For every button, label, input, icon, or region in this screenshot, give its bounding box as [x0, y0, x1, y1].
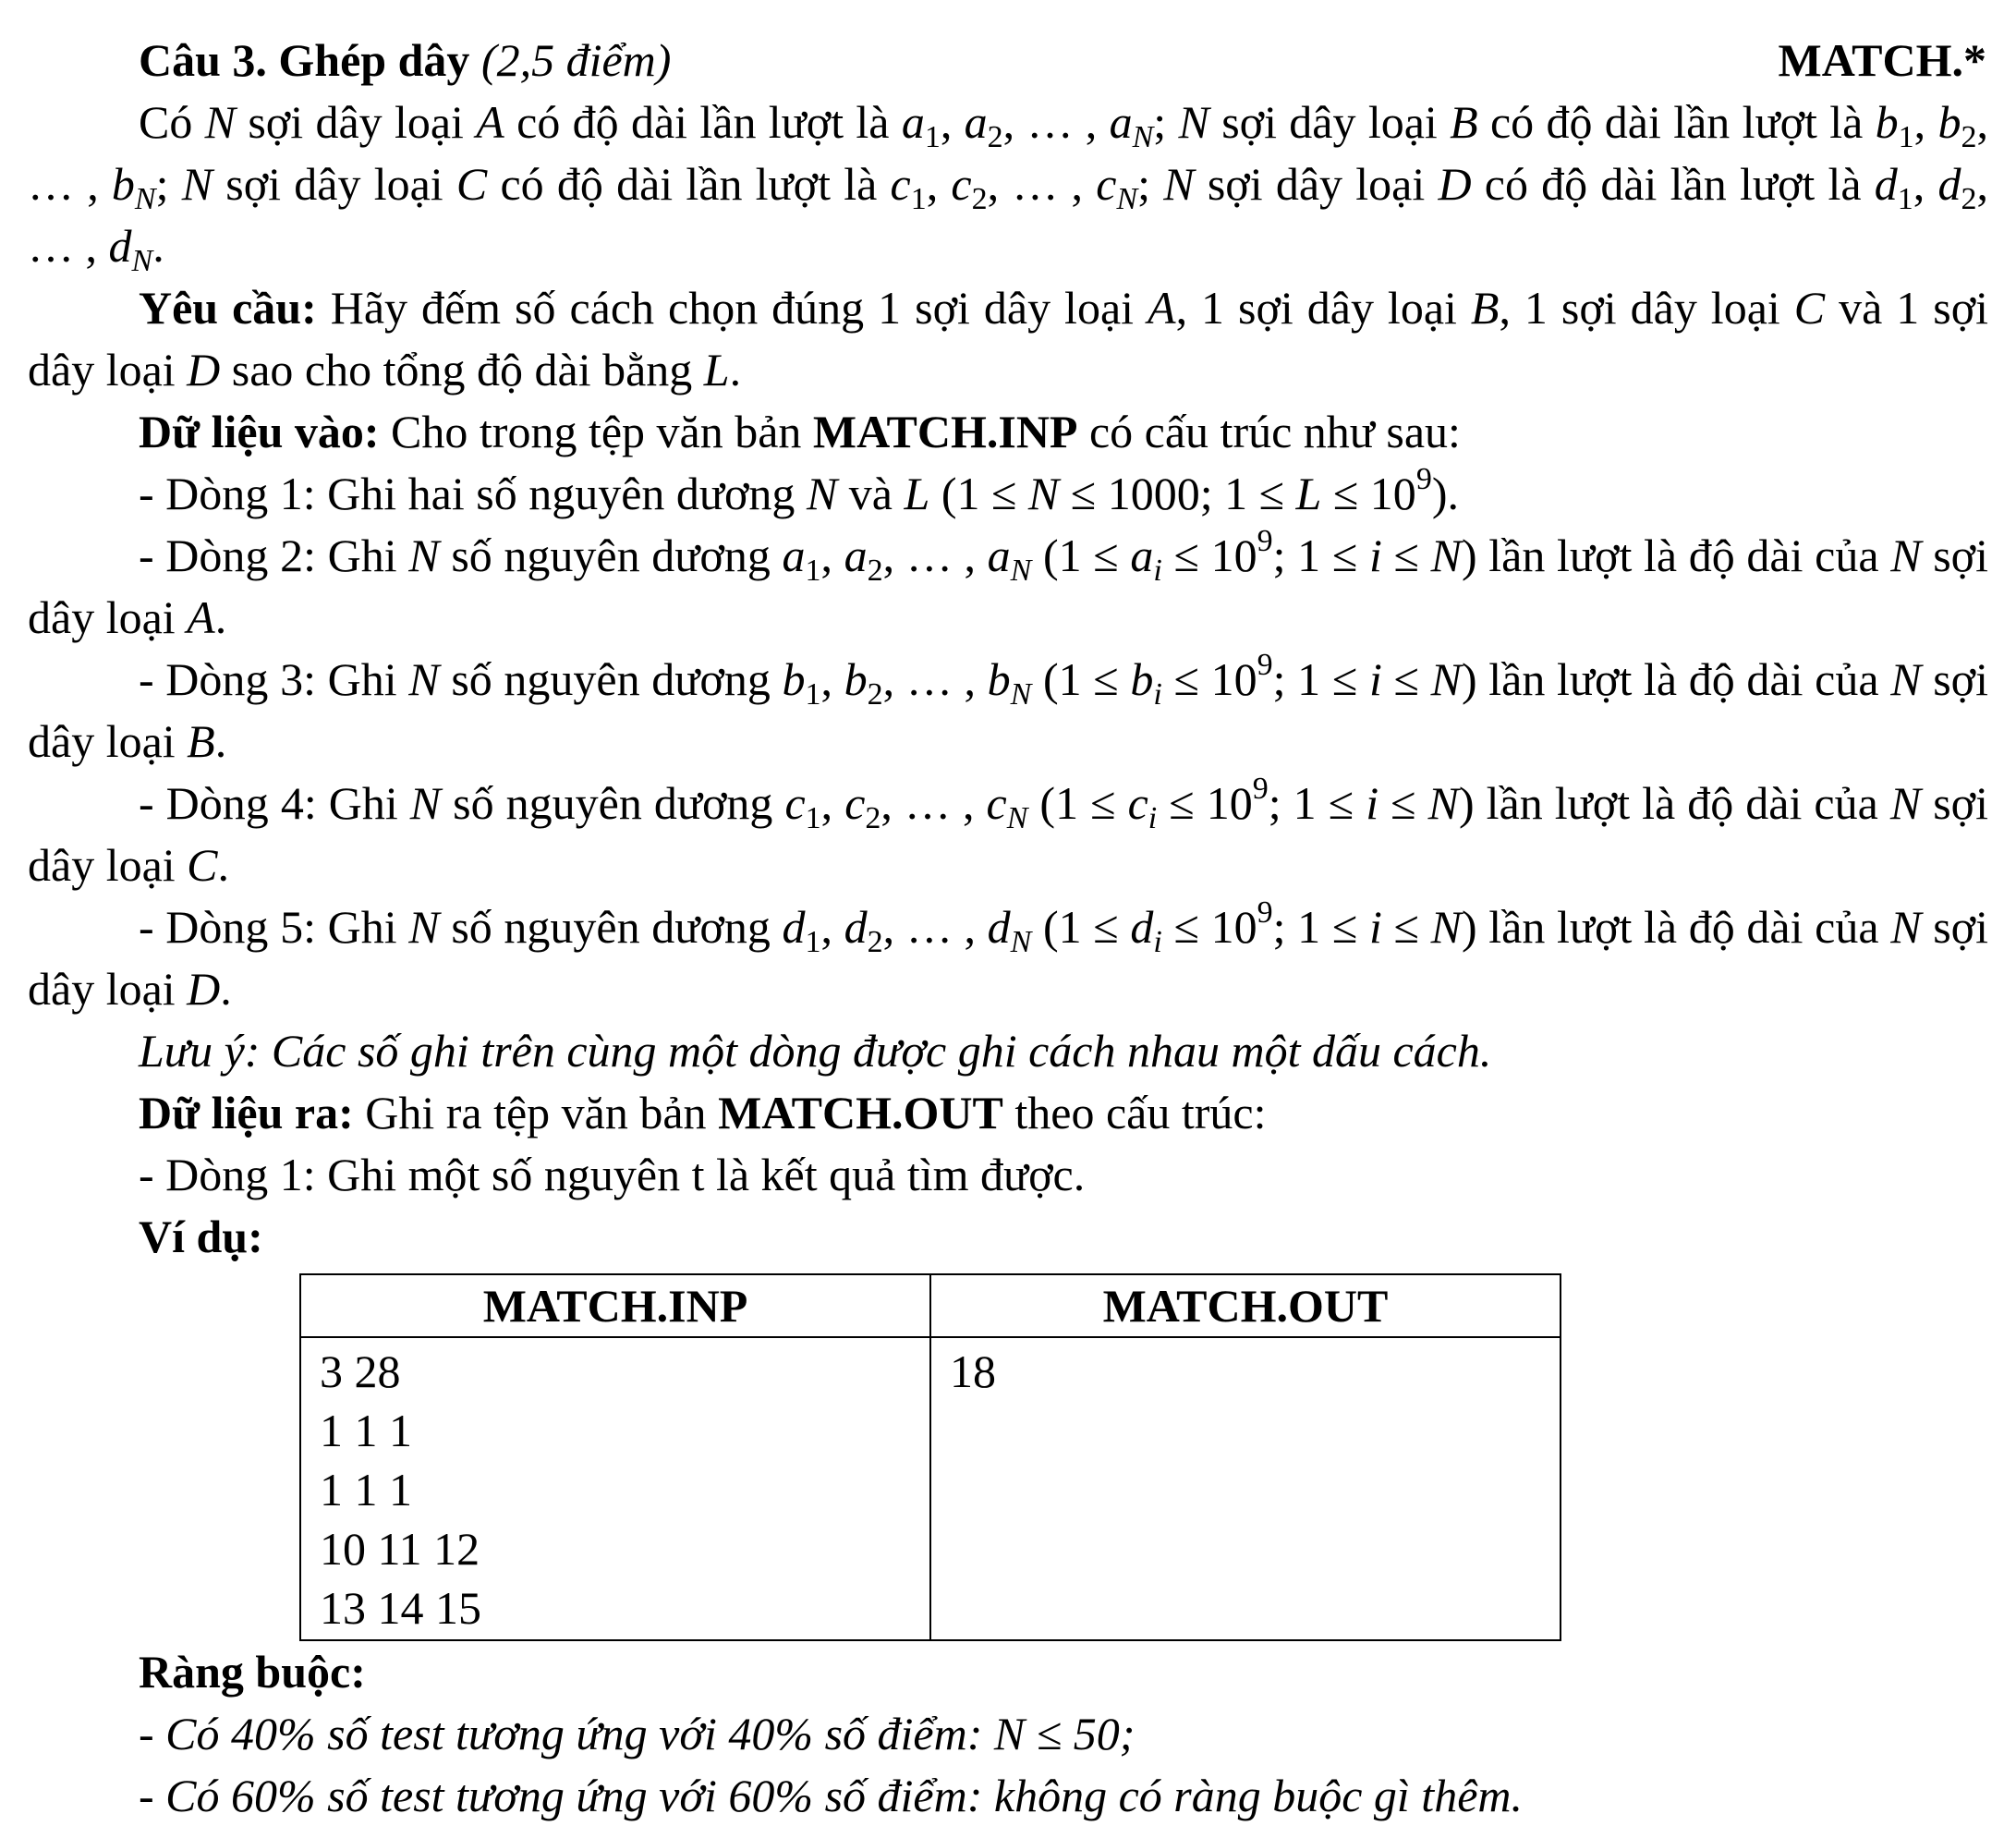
example-row: [300, 1337, 1561, 1640]
requirement-paragraph: [28, 277, 1988, 401]
example-col-input: MATCH.INP: [300, 1274, 930, 1337]
input-line-3: - Dòng 3: Ghi N số nguyên dương $b_1$, $b_2$, … , $b_N$ ($1 \le b_i \le 10^9$; 1 ≤ i ≤ N) lần lượt là độ dài của N sợi dây loại B.: [28, 648, 1988, 767]
example-input-line: 3 28: [320, 1345, 401, 1397]
problem-heading: [28, 30, 1988, 91]
input-label: Dữ liệu vào:: [139, 406, 380, 457]
example-input-cell: [300, 1337, 930, 1640]
constraint-1: - Có 40% số test tương ứng với 40% số điểm: N ≤ 50;: [139, 1708, 1136, 1759]
input-line-5: - Dòng 5: Ghi N số nguyên dương $d_1$, $d_2$, … , $d_N$ ($1 \le d_i \le 10^9$; 1 ≤ i ≤ N) lần lượt là độ dài của N sợi dây loại D.: [28, 895, 1988, 1015]
example-output-line: 18: [950, 1345, 996, 1397]
input-line-2: - Dòng 2: Ghi N số nguyên dương $a_1$, $a_2$, … , $a_N$ ($1 \le a_i \le 10^9$; 1 ≤ i ≤ N) lần lượt là độ dài của N sợi dây loại A.: [28, 524, 1988, 643]
example-table: [299, 1273, 1561, 1641]
example-input-line: 1 1 1: [320, 1405, 412, 1456]
example-header-row: [300, 1274, 1561, 1337]
statement-paragraph: Có N sợi dây loại A có độ dài lần lượt là $a_1$, $a_2$, … , $a_N$; N sợi dây loại B có độ dài lần lượt là $b_1$, $b_2$, … , $b_N$; N sợi dây loại C có độ dài lần lượt là $c_1$, $c_2$, … , $c_N$; N sợi dây loại D có độ dài lần lượt là $d_1$, $d_2$, … , $d_N$.: [28, 96, 1989, 278]
example-input-line: 10 11 12: [320, 1523, 480, 1575]
requirement-label: Yêu cầu:: [139, 282, 317, 334]
problem-points: (2,5 điểm): [480, 34, 672, 86]
problem-code: MATCH.*: [1778, 34, 1986, 86]
output-label: Dữ liệu ra:: [139, 1087, 354, 1138]
output-heading: [28, 1082, 1988, 1144]
requirement-text: Hãy đếm số cách chọn đúng 1 sợi dây loại A, 1 sợi dây loại B, 1 sợi dây loại C và 1 sợi dây loại D sao cho tổng độ dài bằng L.: [28, 282, 1989, 396]
input-line-1: - Dòng 1: Ghi hai số nguyên dương N và L (1 ≤ N ≤ 1000; $1 \le L \le 10^9$).: [139, 462, 1459, 519]
constraint-2: - Có 60% số test tương ứng với 60% số điểm: không có ràng buộc gì thêm.: [139, 1770, 1523, 1821]
input-intro: Cho trong tệp văn bản MATCH.INP có cấu trúc như sau:: [391, 406, 1461, 457]
problem-title: Câu 3. Ghép dây: [139, 34, 470, 86]
input-heading: [28, 401, 1988, 463]
example-heading: [28, 1206, 1988, 1268]
input-note: Lưu ý: Các số ghi trên cùng một dòng được ghi cách nhau một dấu cách.: [139, 1025, 1492, 1077]
problem-title-group: [139, 30, 671, 91]
example-label: Ví dụ:: [139, 1211, 263, 1262]
constraints-label: Ràng buộc:: [139, 1646, 366, 1698]
example-input-line: 1 1 1: [320, 1464, 412, 1515]
output-line-1: - Dòng 1: Ghi một số nguyên t là kết quả tìm được.: [139, 1149, 1086, 1200]
example-col-output: MATCH.OUT: [930, 1274, 1561, 1337]
example-input-line: 13 14 15: [320, 1582, 481, 1634]
input-line-4: - Dòng 4: Ghi N số nguyên dương $c_1$, $c_2$, … , $c_N$ ($1 \le c_i \le 10^9$; 1 ≤ i ≤ N) lần lượt là độ dài của N sợi dây loại C.: [28, 772, 1988, 891]
output-intro: Ghi ra tệp văn bản MATCH.OUT theo cấu trúc:: [365, 1087, 1267, 1138]
problem-page: [28, 30, 1988, 1827]
example-output-cell: [930, 1337, 1561, 1640]
constraints-heading: [28, 1641, 1988, 1703]
